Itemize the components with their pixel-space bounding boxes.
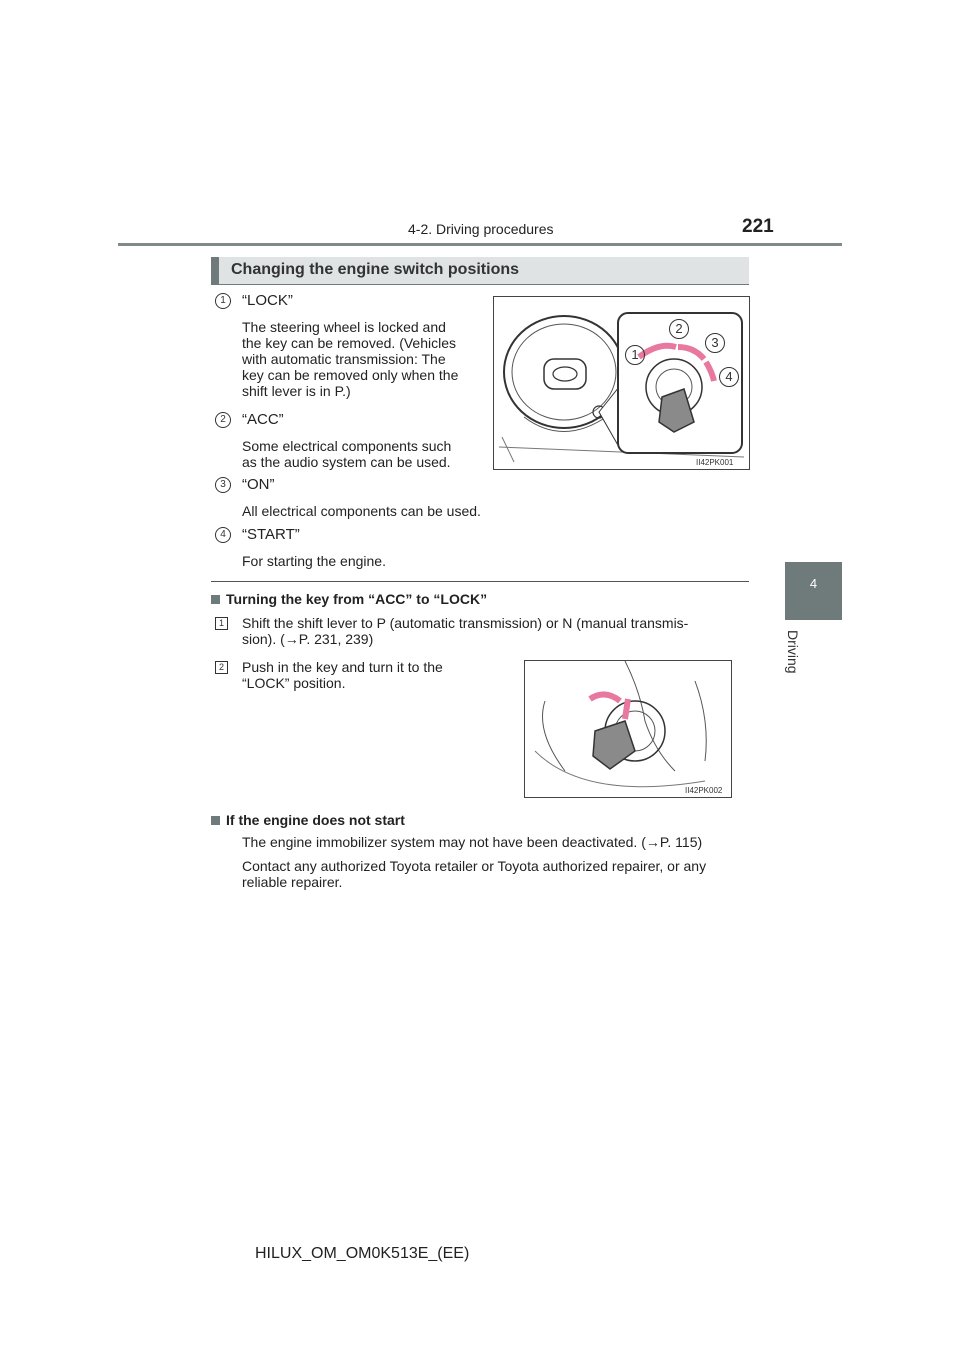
step-text-2: Push in the key and turn it to the “LOCK” position.	[242, 659, 443, 691]
steering-wheel-illustration	[494, 297, 749, 469]
chapter-number: 4	[809, 576, 818, 591]
step-number-2: 2	[215, 661, 228, 674]
position-title-on: “ON”	[242, 476, 275, 493]
figure-callout-4: 4	[719, 367, 739, 387]
page-number: 221	[742, 216, 774, 237]
subheading-turning-key: Turning the key from “ACC” to “LOCK”	[211, 591, 487, 607]
engine-not-start-text-2: Contact any authorized Toyota retailer or Toyota authorized repairer, or any reliable repairer.	[242, 858, 707, 890]
key-turn-illustration	[525, 661, 731, 797]
position-desc-lock: The steering wheel is locked and the key can be removed. (Vehicles with automatic transmission: The key can be removed only when the shift lever is in P.)	[242, 319, 459, 399]
section-title: Changing the engine switch positions	[231, 261, 520, 278]
subheading-engine-not-start: If the engine does not start	[211, 812, 405, 828]
header-rule	[118, 243, 842, 246]
figure-callout-1: 1	[625, 345, 645, 365]
position-title-start: “START”	[242, 526, 300, 543]
position-desc-acc: Some electrical components such as the audio system can be used.	[242, 438, 452, 470]
figure-code-2: II42PK002	[685, 786, 723, 795]
step-text-1: Shift the shift lever to P (automatic transmission) or N (manual transmis- sion). (→P. 231, 239)	[242, 615, 689, 647]
engine-not-start-text-1: The engine immobilizer system may not have been deactivated. (→P. 115)	[242, 834, 703, 850]
position-title-lock: “LOCK”	[242, 292, 293, 309]
section-title-rule	[211, 284, 749, 285]
footer-document-code: HILUX_OM_OM0K513E_(EE)	[255, 1245, 470, 1262]
figure-code-1: II42PK001	[696, 458, 734, 467]
position-desc-on: All electrical components can be used.	[242, 503, 481, 519]
position-number-2: 2	[215, 412, 231, 428]
chapter-label: Driving	[785, 630, 801, 674]
subheading-marker-icon	[211, 595, 220, 604]
position-number-1: 1	[215, 293, 231, 309]
position-number-4: 4	[215, 527, 231, 543]
figure-callout-2: 2	[669, 319, 689, 339]
figure-callout-3: 3	[705, 333, 725, 353]
running-header-section: 4-2. Driving procedures	[408, 221, 554, 237]
position-title-acc: “ACC”	[242, 411, 284, 428]
step-number-1: 1	[215, 617, 228, 630]
subheading-marker-icon	[211, 816, 220, 825]
figure-engine-switch-positions	[493, 296, 750, 470]
figure-key-turn-lock	[524, 660, 732, 798]
chapter-tab	[785, 562, 842, 620]
position-desc-start: For starting the engine.	[242, 553, 386, 569]
section-divider	[211, 581, 749, 582]
position-number-3: 3	[215, 477, 231, 493]
section-title-bar	[211, 257, 749, 284]
